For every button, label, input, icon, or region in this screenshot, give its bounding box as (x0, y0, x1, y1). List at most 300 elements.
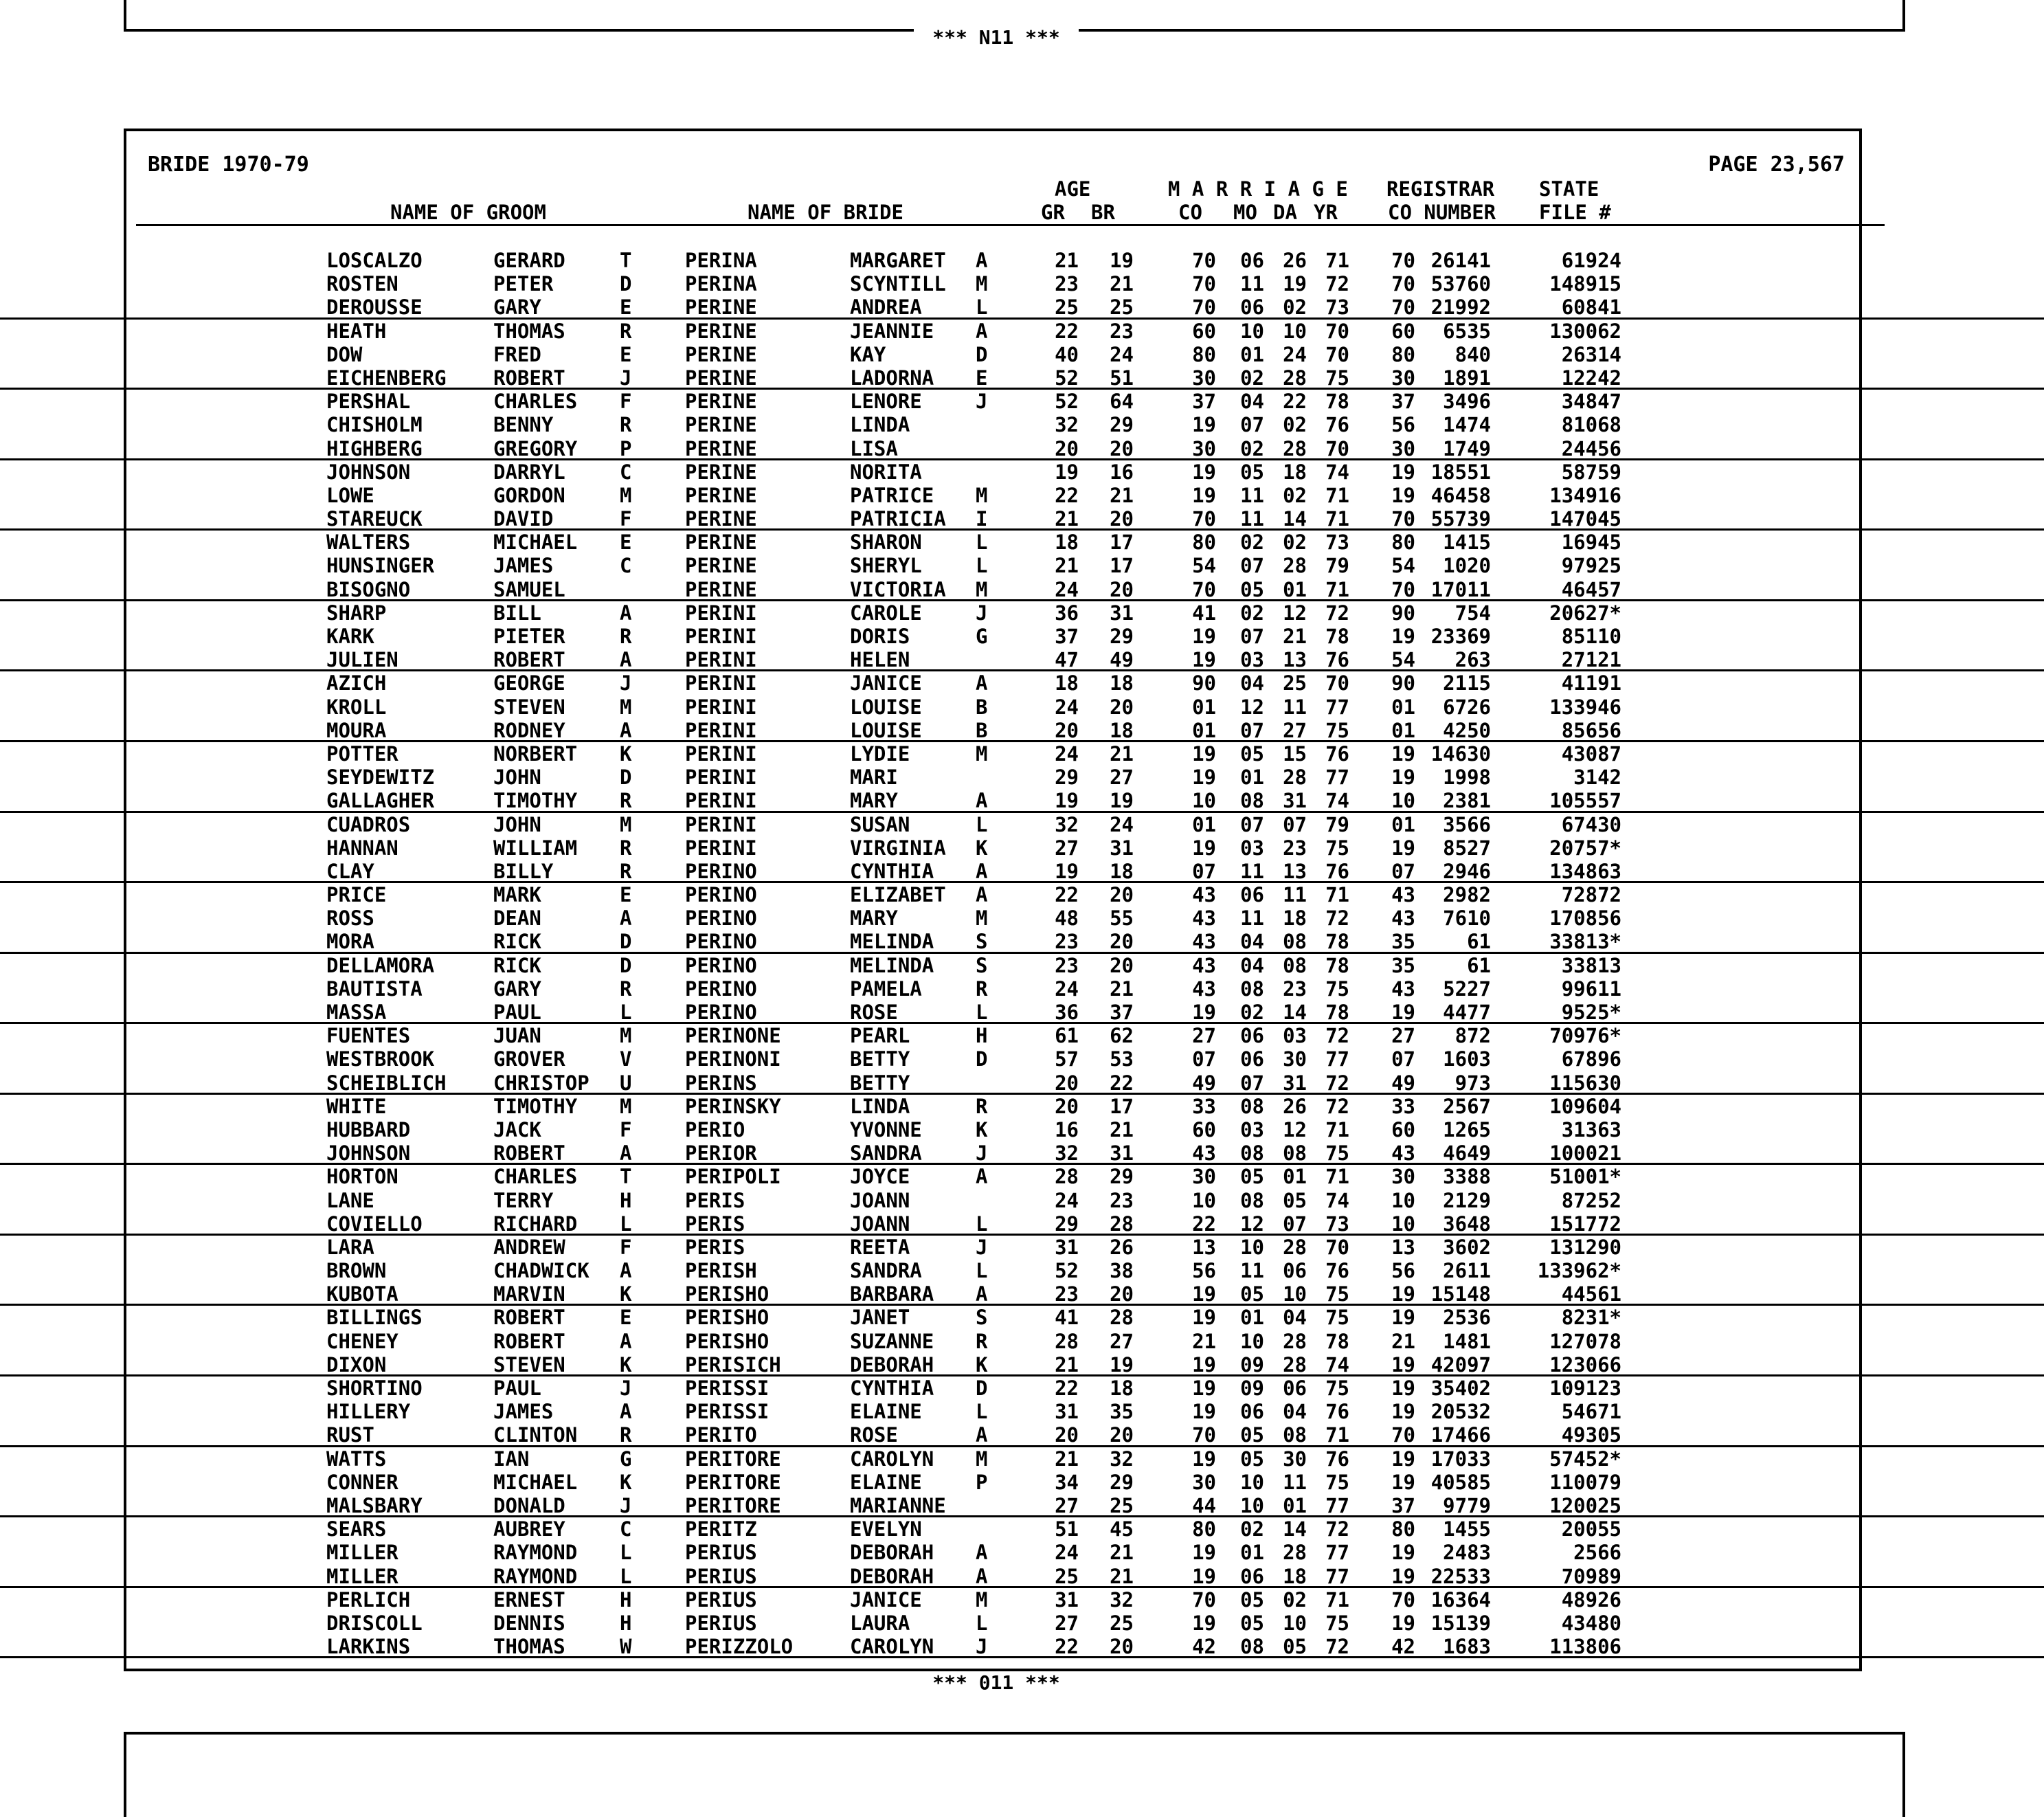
marriage-month: 11 (1240, 1259, 1264, 1283)
marriage-year: 71 (1325, 1165, 1349, 1189)
groom-age: 27 (1055, 1493, 1079, 1517)
bride-age: 20 (1110, 1282, 1134, 1306)
registrar-number: 1265 (1443, 1117, 1491, 1141)
state-file-number: 33813 (1561, 953, 1621, 977)
marriage-day: 28 (1283, 1352, 1307, 1376)
groom-middle-initial: A (620, 906, 632, 930)
bride-first-name: LENORE (850, 390, 922, 414)
bride-first-name: PATRICE (850, 483, 934, 507)
registrar-county: 33 (1391, 1094, 1415, 1118)
marriage-county: 60 (1192, 1117, 1216, 1141)
registrar-number: 22533 (1430, 1564, 1491, 1588)
marriage-month: 05 (1240, 1165, 1264, 1189)
table-row (0, 1141, 2044, 1165)
marriage-year: 78 (1325, 1329, 1349, 1353)
groom-first-name: PAUL (493, 1001, 541, 1024)
bride-last-name: PERISHO (685, 1306, 770, 1330)
bride-last-name: PERINO (685, 953, 757, 977)
marriage-month: 11 (1240, 272, 1264, 296)
registrar-number: 1020 (1443, 554, 1491, 578)
table-row (0, 1024, 2044, 1047)
bride-last-name: PERINI (685, 812, 757, 836)
bride-last-name: PERINE (685, 577, 757, 601)
registrar-number: 18551 (1430, 460, 1491, 484)
groom-middle-initial: H (620, 1188, 632, 1212)
marriage-day: 11 (1283, 883, 1307, 907)
marriage-county: 54 (1192, 554, 1216, 578)
state-file-number: 8231* (1561, 1306, 1621, 1330)
marriage-month: 05 (1240, 1587, 1264, 1612)
groom-first-name: RAYMOND (493, 1541, 578, 1565)
registrar-number: 1455 (1443, 1517, 1491, 1541)
bride-age: 21 (1110, 742, 1134, 766)
groom-middle-initial: A (620, 1141, 632, 1166)
registrar-number: 35402 (1430, 1376, 1491, 1400)
groom-last-name: MALSBARY (326, 1493, 423, 1517)
groom-first-name: GARY (493, 296, 541, 320)
bride-age: 20 (1110, 953, 1134, 977)
marriage-month: 10 (1240, 1493, 1264, 1517)
bride-first-name: EVELYN (850, 1517, 922, 1541)
groom-middle-initial: D (620, 272, 632, 296)
groom-middle-initial: H (620, 1587, 632, 1612)
marriage-county: 19 (1192, 625, 1216, 648)
marriage-year: 74 (1325, 460, 1349, 484)
bride-age: 29 (1110, 1165, 1134, 1189)
bride-last-name: PERIS (685, 1188, 745, 1212)
groom-first-name: GERARD (493, 249, 565, 272)
groom-middle-initial: P (620, 436, 632, 460)
marriage-county: 70 (1192, 1423, 1216, 1447)
marriage-month: 02 (1240, 531, 1264, 555)
registrar-number: 872 (1455, 1024, 1491, 1048)
registrar-number: 3648 (1443, 1212, 1491, 1236)
registrar-county: 19 (1391, 766, 1415, 790)
bride-last-name: PERITZ (685, 1517, 757, 1541)
marriage-county: 30 (1192, 1165, 1216, 1189)
bride-age: 17 (1110, 1094, 1134, 1118)
bride-first-name: MARIANNE (850, 1493, 946, 1517)
bride-last-name: PERIUS (685, 1564, 757, 1588)
bride-first-name: LISA (850, 436, 898, 460)
marriage-day: 25 (1283, 671, 1307, 695)
marriage-year: 70 (1325, 671, 1349, 695)
bride-age: 20 (1110, 695, 1134, 719)
state-file-number: 67430 (1561, 812, 1621, 836)
bride-first-name: MARGARET (850, 249, 946, 272)
groom-first-name: CLINTON (493, 1423, 578, 1447)
marriage-county: 70 (1192, 296, 1216, 320)
bride-last-name: PERINI (685, 625, 757, 648)
marriage-day: 12 (1283, 601, 1307, 625)
col-yr: YR (1314, 201, 1338, 224)
marriage-month: 07 (1240, 625, 1264, 648)
registrar-county: 30 (1391, 366, 1415, 390)
registrar-county: 21 (1391, 1329, 1415, 1353)
bride-middle-initial: L (976, 1611, 988, 1635)
marriage-month: 02 (1240, 1517, 1264, 1541)
bride-middle-initial: L (976, 1001, 988, 1024)
groom-middle-initial: M (620, 1024, 632, 1048)
bride-middle-initial: J (976, 390, 988, 414)
state-file-number: 115630 (1549, 1071, 1621, 1095)
marriage-county: 43 (1192, 930, 1216, 954)
marriage-year: 76 (1325, 1447, 1349, 1471)
groom-first-name: TIMOTHY (493, 789, 578, 813)
groom-last-name: LOSCALZO (326, 249, 423, 272)
marriage-year: 78 (1325, 1001, 1349, 1024)
state-file-number: 123066 (1549, 1352, 1621, 1376)
table-row (0, 1400, 2044, 1423)
groom-last-name: WHITE (326, 1094, 387, 1118)
bride-middle-initial: D (976, 1376, 988, 1400)
bride-age: 28 (1110, 1212, 1134, 1236)
bride-last-name: PERISICH (685, 1352, 781, 1376)
groom-last-name: LANE (326, 1188, 374, 1212)
bride-first-name: VICTORIA (850, 577, 946, 601)
bride-age: 37 (1110, 1001, 1134, 1024)
registrar-county: 42 (1391, 1635, 1415, 1659)
marriage-day: 15 (1283, 742, 1307, 766)
bride-first-name: JANET (850, 1306, 910, 1330)
groom-age: 31 (1055, 1400, 1079, 1424)
bride-last-name: PERIUS (685, 1611, 757, 1635)
bride-age: 20 (1110, 1423, 1134, 1447)
groom-age: 51 (1055, 1517, 1079, 1541)
bride-age: 64 (1110, 390, 1134, 414)
table-row (0, 813, 2044, 836)
bride-middle-initial: A (976, 1564, 988, 1588)
marriage-county: 70 (1192, 272, 1216, 296)
bride-last-name: PERINE (685, 390, 757, 414)
groom-last-name: HUNSINGER (326, 554, 435, 578)
marriage-day: 23 (1283, 977, 1307, 1001)
registrar-county: 07 (1391, 859, 1415, 883)
marriage-county: 01 (1192, 695, 1216, 719)
registrar-county: 35 (1391, 930, 1415, 954)
marriage-day: 01 (1283, 1165, 1307, 1189)
bride-middle-initial: K (976, 1352, 988, 1376)
bride-last-name: PERINONI (685, 1047, 781, 1071)
groom-first-name: JACK (493, 1117, 541, 1141)
bride-last-name: PERIUS (685, 1587, 757, 1612)
registrar-county: 90 (1391, 671, 1415, 695)
groom-age: 24 (1055, 695, 1079, 719)
marriage-month: 07 (1240, 554, 1264, 578)
registrar-number: 17466 (1430, 1423, 1491, 1447)
bride-last-name: PERINS (685, 1071, 757, 1095)
groom-middle-initial: M (620, 812, 632, 836)
groom-middle-initial: R (620, 1423, 632, 1447)
marriage-year: 72 (1325, 601, 1349, 625)
groom-first-name: RODNEY (493, 718, 565, 742)
groom-middle-initial: F (620, 507, 632, 531)
bride-age: 21 (1110, 1564, 1134, 1588)
state-file-number: 109604 (1549, 1094, 1621, 1118)
state-file-number: 170856 (1549, 906, 1621, 930)
bride-age: 21 (1110, 1541, 1134, 1565)
bride-first-name: JOANN (850, 1212, 910, 1236)
registrar-number: 20532 (1430, 1400, 1491, 1424)
groom-middle-initial: J (620, 671, 632, 695)
registrar-number: 46458 (1430, 483, 1491, 507)
registrar-county: 19 (1391, 1400, 1415, 1424)
groom-last-name: BAUTISTA (326, 977, 423, 1001)
groom-age: 47 (1055, 648, 1079, 672)
groom-first-name: ROBERT (493, 648, 565, 672)
bride-last-name: PERINE (685, 413, 757, 437)
registrar-number: 8527 (1443, 836, 1491, 860)
marriage-county: 19 (1192, 1306, 1216, 1330)
groom-age: 29 (1055, 766, 1079, 790)
marriage-day: 01 (1283, 577, 1307, 601)
bride-first-name: LOUISE (850, 718, 922, 742)
groom-first-name: JAMES (493, 1400, 554, 1424)
groom-last-name: KROLL (326, 695, 387, 719)
groom-middle-initial: R (620, 789, 632, 813)
groom-middle-initial: A (620, 718, 632, 742)
state-file-number: 87252 (1561, 1188, 1621, 1212)
state-file-number: 12242 (1561, 366, 1621, 390)
marriage-day: 28 (1283, 554, 1307, 578)
table-row (0, 413, 2044, 436)
groom-last-name: SEYDEWITZ (326, 766, 435, 790)
bride-age: 38 (1110, 1259, 1134, 1283)
marriage-day: 10 (1283, 1282, 1307, 1306)
marriage-county: 13 (1192, 1235, 1216, 1259)
groom-middle-initial: R (620, 625, 632, 648)
bride-age: 20 (1110, 883, 1134, 907)
marriage-year: 75 (1325, 977, 1349, 1001)
state-file-number: 34847 (1561, 390, 1621, 414)
registrar-number: 973 (1455, 1071, 1491, 1095)
bride-middle-initial: A (976, 1282, 988, 1306)
registrar-county: 30 (1391, 436, 1415, 460)
groom-last-name: DIXON (326, 1352, 387, 1376)
bride-middle-initial: M (976, 1587, 988, 1612)
state-file-number: 109123 (1549, 1376, 1621, 1400)
marriage-county: 07 (1192, 859, 1216, 883)
marriage-day: 01 (1283, 1493, 1307, 1517)
marriage-day: 02 (1283, 1587, 1307, 1612)
bride-last-name: PERIOR (685, 1141, 757, 1166)
state-file-number: 20757* (1549, 836, 1621, 860)
groom-first-name: FRED (493, 342, 541, 366)
marriage-county: 43 (1192, 953, 1216, 977)
marriage-year: 72 (1325, 906, 1349, 930)
marriage-county: 41 (1192, 601, 1216, 625)
groom-first-name: AUBREY (493, 1517, 565, 1541)
groom-middle-initial: G (620, 1447, 632, 1471)
groom-middle-initial: D (620, 930, 632, 954)
groom-first-name: STEVEN (493, 695, 565, 719)
marriage-day: 14 (1283, 1001, 1307, 1024)
marriage-month: 10 (1240, 1235, 1264, 1259)
bride-first-name: CAROLE (850, 601, 922, 625)
state-file-number: 67896 (1561, 1047, 1621, 1071)
marriage-month: 06 (1240, 1047, 1264, 1071)
col-da: DA (1273, 201, 1297, 224)
bride-last-name: PERISHO (685, 1282, 770, 1306)
registrar-county: 27 (1391, 1024, 1415, 1048)
groom-middle-initial: F (620, 1235, 632, 1259)
registrar-county: 80 (1391, 342, 1415, 366)
marriage-month: 03 (1240, 648, 1264, 672)
groom-first-name: NORBERT (493, 742, 578, 766)
bride-last-name: PERINE (685, 531, 757, 555)
groom-first-name: ANDREW (493, 1235, 565, 1259)
marriage-county: 80 (1192, 1517, 1216, 1541)
bride-first-name: ROSE (850, 1423, 898, 1447)
state-file-number: 43480 (1561, 1611, 1621, 1635)
bride-age: 21 (1110, 1117, 1134, 1141)
groom-first-name: PAUL (493, 1376, 541, 1400)
bride-middle-initial: R (976, 1094, 988, 1118)
groom-middle-initial: C (620, 1517, 632, 1541)
registrar-number: 2115 (1443, 671, 1491, 695)
bride-last-name: PERISHO (685, 1329, 770, 1353)
bride-last-name: PERISSI (685, 1400, 770, 1424)
marriage-county: 19 (1192, 413, 1216, 437)
groom-middle-initial: R (620, 836, 632, 860)
registrar-county: 19 (1391, 1306, 1415, 1330)
groom-last-name: JOHNSON (326, 1141, 411, 1166)
marriage-year: 75 (1325, 366, 1349, 390)
header-rule (136, 224, 1885, 226)
state-file-number: 148915 (1549, 272, 1621, 296)
bride-first-name: MARI (850, 766, 898, 790)
marriage-day: 21 (1283, 625, 1307, 648)
marriage-year: 73 (1325, 531, 1349, 555)
marriage-day: 13 (1283, 648, 1307, 672)
groom-middle-initial: A (620, 1329, 632, 1353)
bride-age: 35 (1110, 1400, 1134, 1424)
state-file-number: 33813* (1549, 930, 1621, 954)
state-file-number: 26314 (1561, 342, 1621, 366)
marriage-county: 44 (1192, 1493, 1216, 1517)
marriage-county: 22 (1192, 1212, 1216, 1236)
groom-middle-initial: L (620, 1564, 632, 1588)
bride-last-name: PERISSI (685, 1376, 770, 1400)
bride-last-name: PERINO (685, 859, 757, 883)
col-age: AGE (1055, 177, 1091, 201)
groom-last-name: STAREUCK (326, 507, 423, 531)
marriage-day: 02 (1283, 531, 1307, 555)
groom-first-name: ERNEST (493, 1587, 565, 1612)
registrar-county: 37 (1391, 1493, 1415, 1517)
marriage-day: 14 (1283, 507, 1307, 531)
registrar-county: 10 (1391, 789, 1415, 813)
registrar-county: 19 (1391, 836, 1415, 860)
groom-first-name: CHRISTOP (493, 1071, 589, 1095)
registrar-county: 01 (1391, 812, 1415, 836)
marriage-county: 19 (1192, 742, 1216, 766)
table-row (0, 1494, 2044, 1517)
registrar-county: 60 (1391, 319, 1415, 343)
record-list (0, 249, 2044, 1658)
bride-age: 28 (1110, 1306, 1134, 1330)
groom-first-name: RICK (493, 953, 541, 977)
registrar-county: 56 (1391, 1259, 1415, 1283)
registrar-number: 7610 (1443, 906, 1491, 930)
groom-middle-initial: M (620, 483, 632, 507)
groom-middle-initial: K (620, 742, 632, 766)
bride-first-name: PEARL (850, 1024, 910, 1048)
bride-age: 31 (1110, 601, 1134, 625)
bride-middle-initial: D (976, 1047, 988, 1071)
groom-middle-initial: R (620, 319, 632, 343)
registrar-county: 60 (1391, 1117, 1415, 1141)
registrar-county: 56 (1391, 413, 1415, 437)
groom-last-name: WATTS (326, 1447, 387, 1471)
table-row (0, 1517, 2044, 1541)
bride-first-name: NORITA (850, 460, 922, 484)
bride-age: 29 (1110, 1470, 1134, 1494)
top-code: *** N11 *** (914, 26, 1079, 49)
bride-age: 25 (1110, 1611, 1134, 1635)
marriage-day: 04 (1283, 1400, 1307, 1424)
marriage-day: 27 (1283, 718, 1307, 742)
marriage-month: 01 (1240, 766, 1264, 790)
bride-age: 19 (1110, 1352, 1134, 1376)
col-br: BR (1091, 201, 1115, 224)
table-row (0, 1189, 2044, 1212)
marriage-year: 76 (1325, 742, 1349, 766)
groom-first-name: CHARLES (493, 1165, 578, 1189)
marriage-year: 78 (1325, 953, 1349, 977)
bride-middle-initial: S (976, 930, 988, 954)
registrar-county: 19 (1391, 483, 1415, 507)
bride-age: 19 (1110, 249, 1134, 272)
marriage-year: 77 (1325, 1564, 1349, 1588)
bride-last-name: PERINI (685, 601, 757, 625)
groom-last-name: POTTER (326, 742, 398, 766)
bride-middle-initial: D (976, 342, 988, 366)
marriage-year: 75 (1325, 1470, 1349, 1494)
marriage-county: 01 (1192, 812, 1216, 836)
registrar-county: 49 (1391, 1071, 1415, 1095)
registrar-number: 2483 (1443, 1541, 1491, 1565)
registrar-number: 26141 (1430, 249, 1491, 272)
marriage-day: 08 (1283, 953, 1307, 977)
marriage-month: 01 (1240, 1306, 1264, 1330)
groom-first-name: WILLIAM (493, 836, 578, 860)
registrar-number: 2536 (1443, 1306, 1491, 1330)
bride-first-name: YVONNE (850, 1117, 922, 1141)
bride-last-name: PERINI (685, 718, 757, 742)
groom-middle-initial: H (620, 1611, 632, 1635)
bride-age: 18 (1110, 1376, 1134, 1400)
state-file-number: 9525* (1561, 1001, 1621, 1024)
marriage-month: 10 (1240, 1470, 1264, 1494)
registrar-number: 3496 (1443, 390, 1491, 414)
marriage-month: 03 (1240, 1117, 1264, 1141)
bride-last-name: PERINI (685, 766, 757, 790)
bride-last-name: PERIZZOLO (685, 1635, 794, 1659)
table-row (0, 671, 2044, 695)
marriage-year: 70 (1325, 319, 1349, 343)
table-row (0, 1212, 2044, 1236)
groom-last-name: EICHENBERG (326, 366, 447, 390)
groom-first-name: RICHARD (493, 1212, 578, 1236)
groom-age: 25 (1055, 296, 1079, 320)
marriage-month: 09 (1240, 1376, 1264, 1400)
marriage-year: 73 (1325, 296, 1349, 320)
groom-last-name: LARKINS (326, 1635, 411, 1659)
registrar-number: 6726 (1443, 695, 1491, 719)
bride-age: 49 (1110, 648, 1134, 672)
state-file-number: 113806 (1549, 1635, 1621, 1659)
